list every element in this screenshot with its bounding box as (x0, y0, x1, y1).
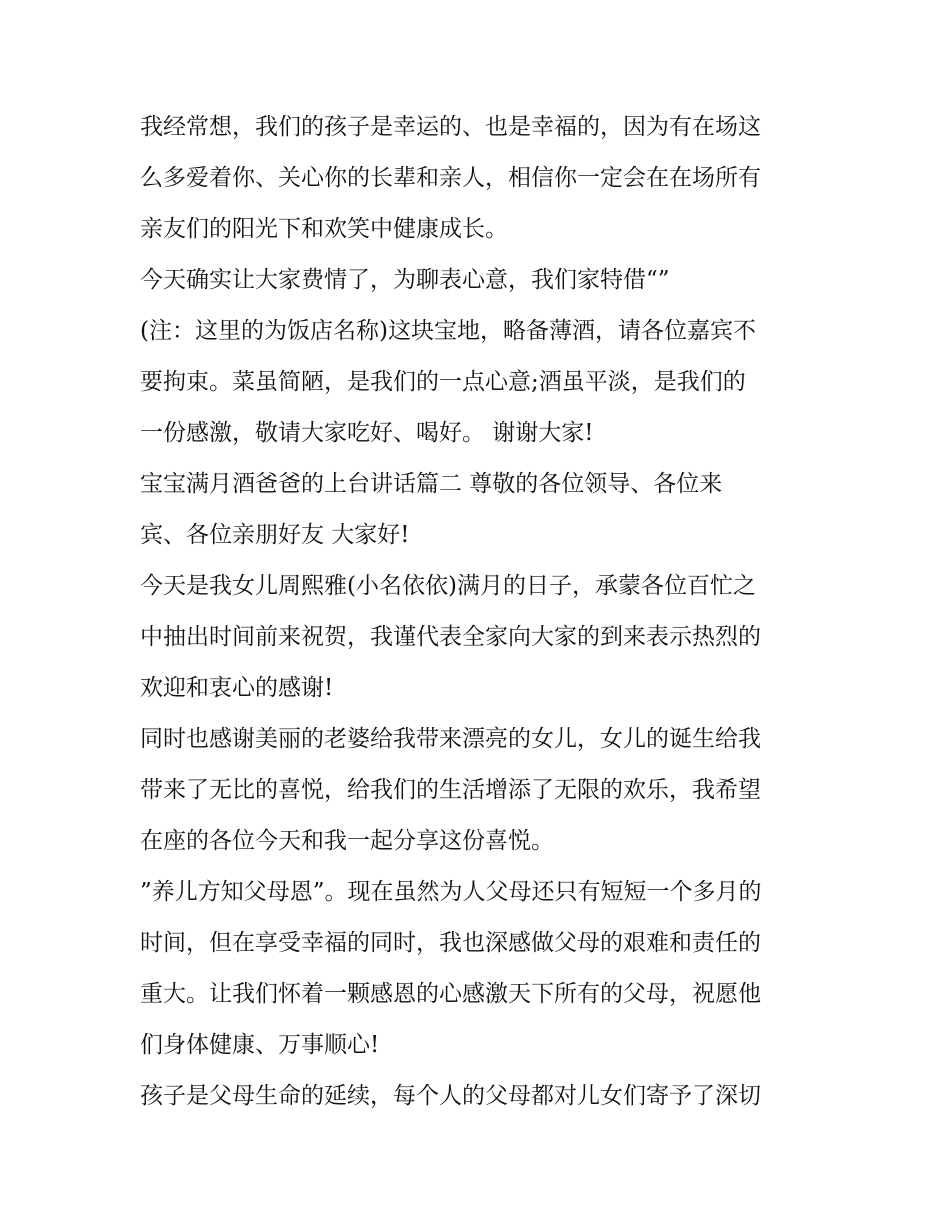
text-line-14: 带来了无比的喜悦，给我们的生活增添了无限的欢乐，我希望 (140, 777, 761, 803)
text-line-12: 欢迎和衷心的感谢! (140, 675, 334, 701)
speech-text-block (140, 108, 840, 1128)
text-line-16: ”养儿方知父母恩”。现在虽然为人父母还只有短短一个多月的 (140, 879, 762, 905)
text-line-19: 们身体健康、万事顺心! (140, 1032, 380, 1058)
text-line-8: 宝宝满月酒爸爸的上台讲话篇二 尊敬的各位领导、各位来 (140, 471, 723, 497)
text-line-4: 今天确实让大家费情了，为聊表心意，我们家特借“” (140, 267, 670, 293)
text-line-13: 同时也感谢美丽的老婆给我带来漂亮的女儿，女儿的诞生给我 (140, 726, 761, 752)
text-line-20: 孩子是父母生命的延续，每个人的父母都对儿女们寄予了深切 (140, 1083, 761, 1109)
text-line-3: 亲友们的阳光下和欢笑中健康成长。 (140, 216, 508, 242)
text-line-1: 我经常想，我们的孩子是幸运的、也是幸福的，因为有在场这 (140, 114, 761, 140)
text-line-2: 么多爱着你、关心你的长辈和亲人，相信你一定会在在场所有 (140, 165, 761, 191)
text-line-6: 要拘束。菜虽简陋，是我们的一点心意;酒虽平淡，是我们的 (140, 369, 746, 395)
text-line-5: (注：这里的为饭店名称)这块宝地，略备薄酒，请各位嘉宾不 (140, 318, 756, 344)
text-line-9: 宾、各位亲朋好友 大家好! (140, 522, 410, 548)
text-line-7: 一份感激，敬请大家吃好、喝好。 谢谢大家! (140, 420, 594, 446)
text-line-17: 时间，但在享受幸福的同时，我也深感做父母的艰难和责任的 (140, 930, 761, 956)
text-line-10: 今天是我女儿周熙雅(小名依依)满月的日子，承蒙各位百忙之 (140, 573, 756, 599)
text-line-11: 中抽出时间前来祝贺，我谨代表全家向大家的到来表示热烈的 (140, 624, 761, 650)
text-line-18: 重大。让我们怀着一颗感恩的心感激天下所有的父母，祝愿他 (140, 981, 761, 1007)
text-line-15: 在座的各位今天和我一起分享这份喜悦。 (140, 828, 554, 854)
